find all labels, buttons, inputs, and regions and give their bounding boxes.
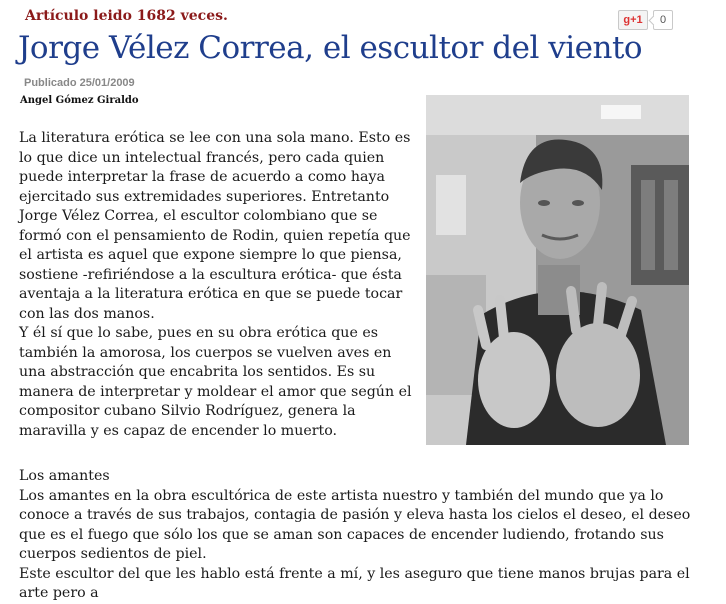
sculptor-photo-illustration bbox=[426, 95, 689, 445]
article-title: Jorge Vélez Correa, el escultor del viento bbox=[18, 30, 643, 66]
article-body-top bbox=[19, 129, 419, 441]
author-name: Angel Gómez Giraldo bbox=[20, 95, 139, 106]
article-paragraph: La literatura erótica se lee con una sola mano. Esto es lo que dice un intelectual francés, pero cada quien puede interpretar la frase de acuerdo a como haya ejercitado sus extremidades superiores. Entretanto Jorge Vélez Correa, el escultor colombiano que se formó con el pensamiento de Rodin, quien repetía que el artista es aquel que expone siempre lo que piensa, sostiene -refiriéndose a la escultura erótica- que ésta aventaja a la literatura erótica en que se puede tocar con las dos manos. bbox=[19, 130, 411, 322]
article-paragraph: Este escultor del que les hablo está frente a mí, y les aseguro que tiene manos brujas para el arte pero a bbox=[19, 565, 690, 601]
google-plus-count: 0 bbox=[653, 10, 673, 30]
section-heading: Los amantes bbox=[19, 468, 110, 484]
article-paragraph: Los amantes en la obra escultórica de este artista nuestro y también del mundo que ya lo conoce a través de sus trabajos, contagia de pasión y eleva hasta los cielos el deseo, el deseo que es el fuego que sólo los que se aman son capaces de encender ludiendo, frotando sus cuerpos sedientos de piel. bbox=[19, 487, 691, 562]
share-widget bbox=[618, 10, 673, 30]
publish-date: Publicado 25/01/2009 bbox=[24, 77, 135, 89]
article-body-bottom bbox=[19, 467, 709, 604]
article-paragraph: Y él sí que lo sabe, pues en su obra erótica que es también la amorosa, los cuerpos se vuelven aves en una abstracción que encabrita los sentidos. Es su manera de interpretar y moldear el amor que según el compositor cubano Silvio Rodríguez, genera la maravilla y es capaz de encender lo muerto. bbox=[19, 325, 412, 439]
article-photo bbox=[426, 95, 689, 445]
google-plus-label: g+1 bbox=[623, 14, 643, 26]
view-counter: Artículo leido 1682 veces. bbox=[25, 8, 228, 24]
google-plus-button[interactable] bbox=[618, 10, 648, 30]
